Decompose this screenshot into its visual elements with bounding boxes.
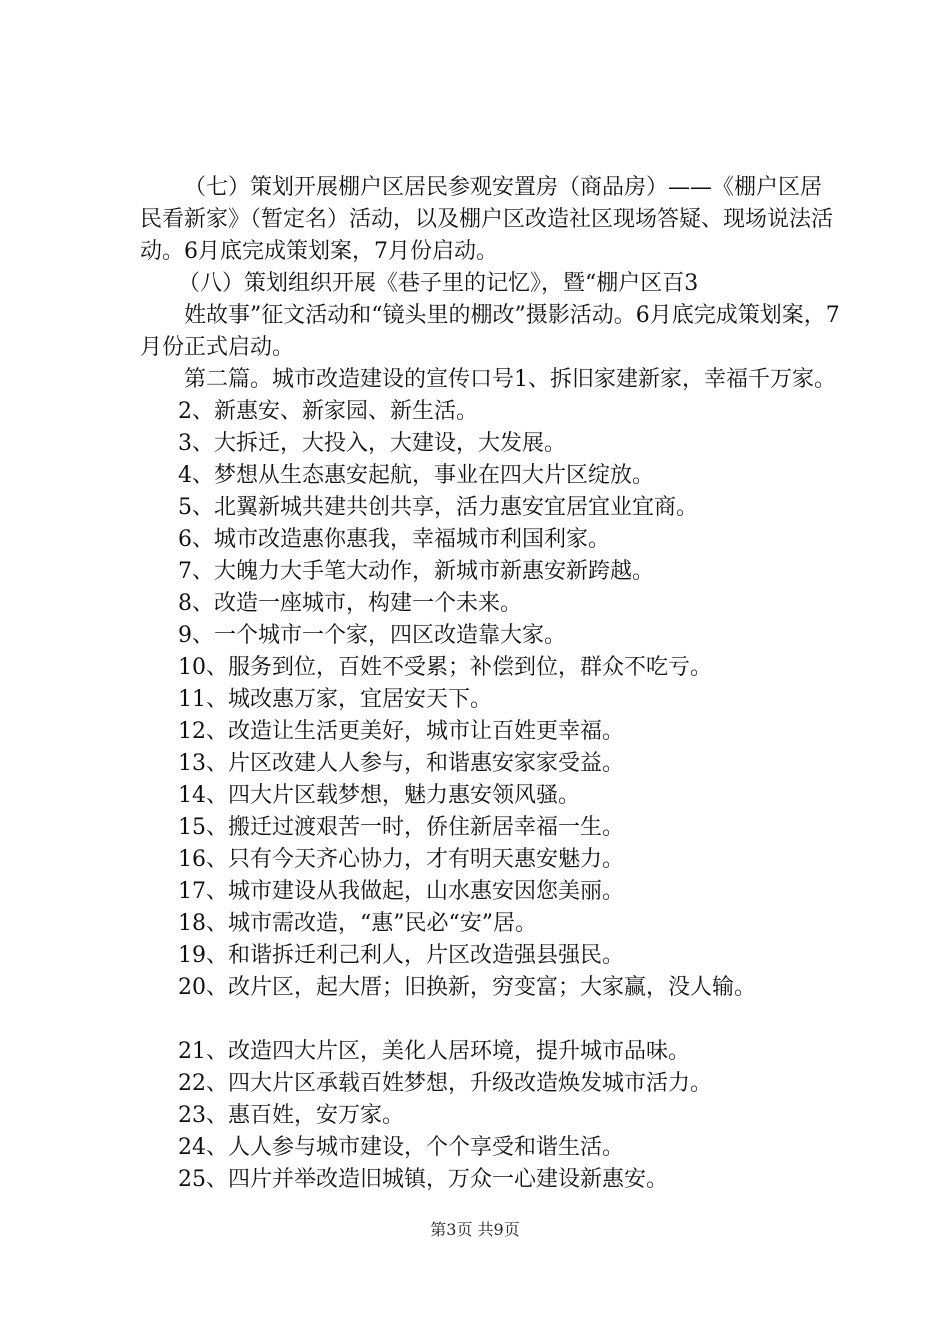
slogan-item: 3、大拆迁，大投入，大建设，大发展。 [178,431,566,456]
paragraph-7: （七）策划开展棚户区居民参观安置房（商品房）——《棚户区居民看新家》（暂定名）活动，以及棚户区改造社区现场答疑、现场说法活动。6月底完成策划案，7月份启动。 [140,175,834,264]
slogan-item: 9、一个城市一个家，四区改造靠大家。 [178,623,566,648]
slogan-item: 23、惠百姓，安万家。 [178,1103,404,1128]
slogan-item: 13、片区改建人人参与，和谐惠安家家受益。 [178,751,624,776]
slogan-item: 19、和谐拆迁利己利人，片区改造强县强民。 [178,943,624,968]
slogan-item: 10、服务到位，百姓不受累；补偿到位，群众不吃亏。 [178,655,712,680]
slogan-item: 25、四片并举改造旧城镇，万众一心建设新惠安。 [178,1167,668,1192]
slogan-item: 5、北翼新城共建共创共享，活力惠安宜居宜业宜商。 [178,495,698,520]
slogan-item: 2、新惠安、新家园、新生活。 [178,399,478,424]
slogan-item: 11、城改惠万家，宜居安天下。 [178,687,492,712]
slogan-item: 20、改片区，起大厝；旧换新，穷变富；大家赢，没人输。 [178,975,756,1000]
slogan-item: 4、梦想从生态惠安起航，事业在四大片区绽放。 [178,463,654,488]
document-body [140,172,840,1196]
slogan-item: 18、城市需改造，“惠”民必“安”居。 [178,911,537,936]
slogan-item: 6、城市改造惠你惠我，幸福城市利国利家。 [178,527,610,552]
slogan-item: 12、改造让生活更美好，城市让百姓更幸福。 [178,719,624,744]
slogan-item: 24、人人参与城市建设，个个享受和谐生活。 [178,1135,624,1160]
page-footer [0,1217,950,1240]
chapter-two-heading: 第二篇。城市改造建设的宣传口号1、拆旧家建新家，幸福千万家。 [184,367,836,392]
slogan-item: 17、城市建设从我做起，山水惠安因您美丽。 [178,879,624,904]
slogan-item: 15、搬迁过渡艰苦一时，侨住新居幸福一生。 [178,815,624,840]
paragraph-8-continued: 姓故事”征文活动和“镜头里的棚改”摄影活动。6月底完成策划案，7月份正式启动。 [140,303,840,360]
slogan-item: 8、改造一座城市，构建一个未来。 [178,591,522,616]
paragraph-8: （八）策划组织开展《巷子里的记忆》，暨“棚户区百3 [178,271,699,296]
slogan-item: 21、改造四大片区，美化人居环境，提升城市品味。 [178,1039,690,1064]
slogan-item: 14、四大片区载梦想，魅力惠安领风骚。 [178,783,580,808]
slogan-item: 16、只有今天齐心协力，才有明天惠安魅力。 [178,847,624,872]
slogan-item: 22、四大片区承载百姓梦想，升级改造焕发城市活力。 [178,1071,712,1096]
page-number-label: 第3页 共9页 [430,1220,520,1239]
slogan-item: 7、大魄力大手笔大动作，新城市新惠安新跨越。 [178,559,654,584]
blank-line [140,1004,840,1036]
